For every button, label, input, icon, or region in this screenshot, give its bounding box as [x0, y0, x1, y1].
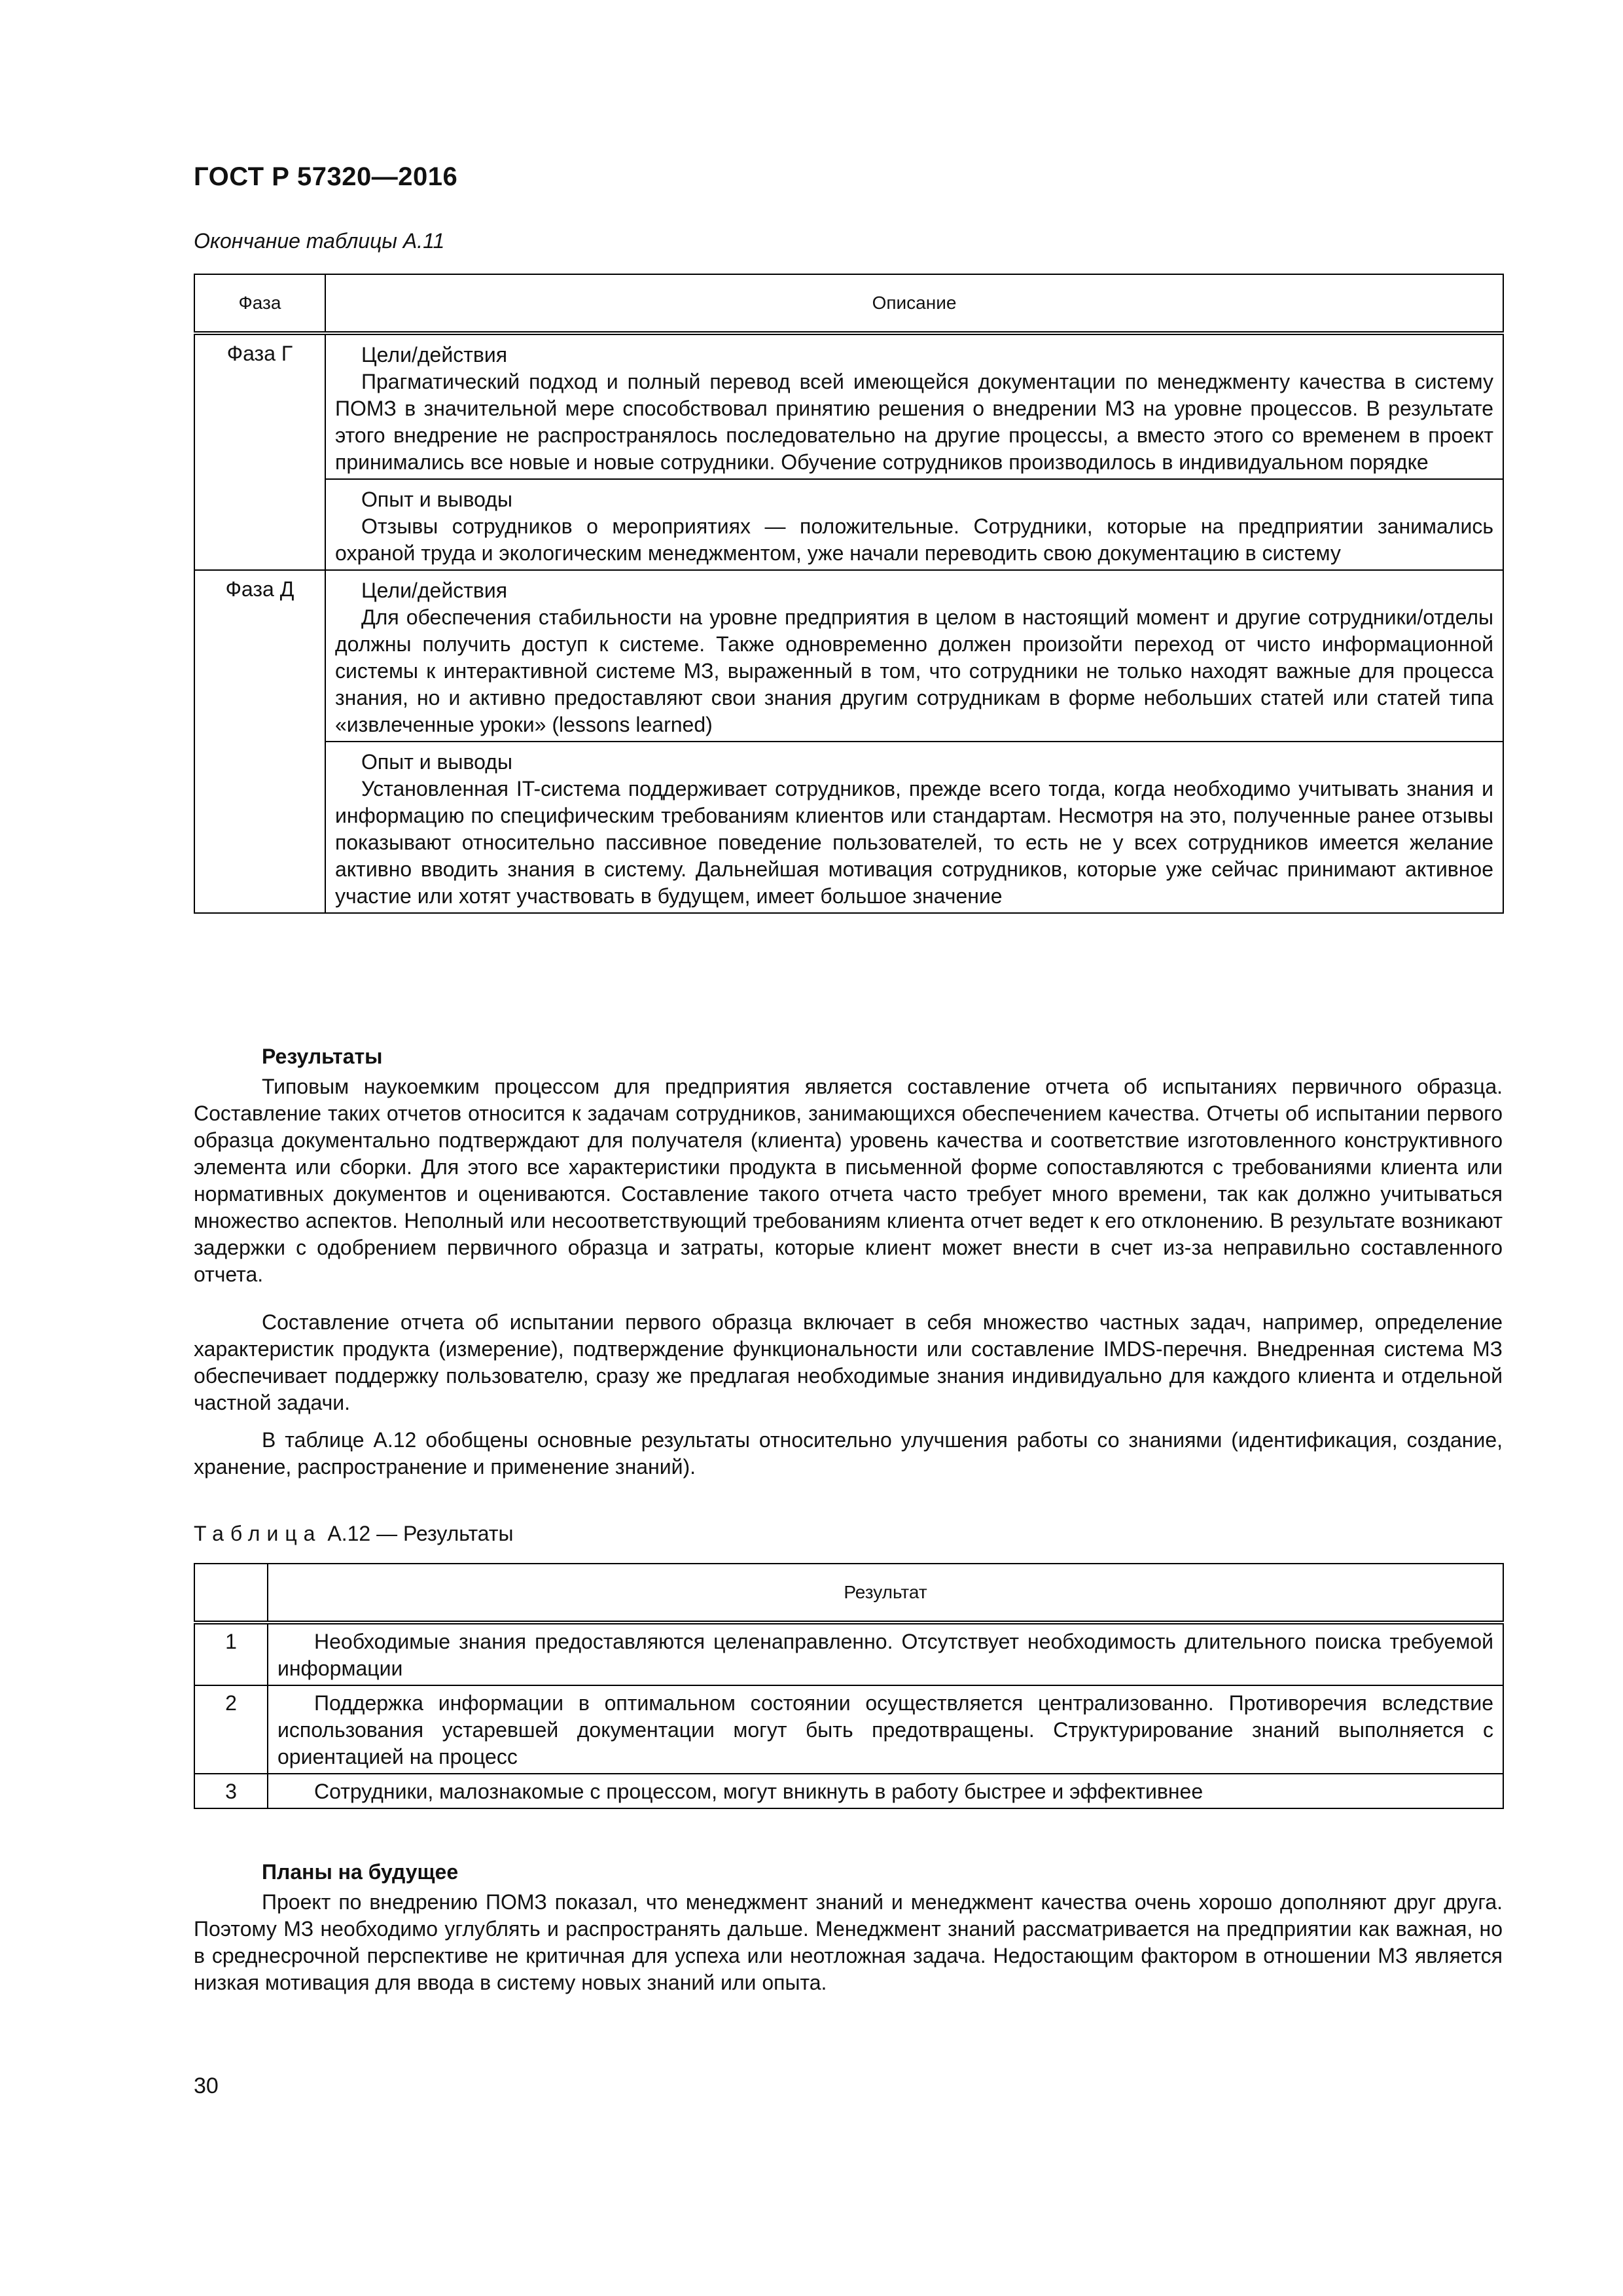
result-text: Поддержка информации в оптимальном состоянии осуществляется централизованно. Противоречия вследствие использования устаревшей документации могут быть предотвращены. Структурирование знаний выполняется с ориентацией на процесс	[277, 1691, 1493, 1768]
result-cell	[268, 1623, 1503, 1685]
result-text: Необходимые знания предоставляются целенаправленно. Отсутствует необходимость длительного поиска требуемой информации	[277, 1630, 1493, 1680]
results-heading: Результаты	[262, 1045, 383, 1068]
table-header-row	[194, 274, 1503, 333]
column-header-number	[194, 1564, 268, 1623]
results-paragraph-1: Типовым наукоемким процессом для предприятия является составление отчета об испытаниях первичного образца. Составление таких отчетов относится к задачам сотрудников, занимающихся обеспечением качества. Отчеты об испытании первого образца документально подтверждают для получателя (клиента) уровень качества и соответствие изготовленного конструктивного элемента или сборки. Для этого все характеристики продукта в письменной форме сопоставляются с требованиями клиента или нормативных документов и оцениваются. Составление такого отчета часто требует много времени, так как должно учитываться множество аспектов. Неполный или несоответствующий требованиям клиента отчет ведет к его отклонению. В результате возникают задержки с одобрением первичного образца и затраты, которые клиент может внести в счет из-за неправильно составленного отчета.	[194, 1075, 1503, 1286]
table-a12-caption	[194, 1522, 514, 1546]
table-caption-label: Таблица	[194, 1522, 322, 1545]
column-header-result: Результат	[268, 1564, 1503, 1623]
table-row	[194, 742, 1503, 913]
description-cell	[325, 742, 1503, 913]
result-text: Сотрудники, малознакомые с процессом, могут вникнуть в работу быстрее и эффективнее	[314, 1780, 1204, 1803]
result-cell	[268, 1685, 1503, 1774]
row-number: 1	[194, 1623, 268, 1685]
description-cell	[325, 479, 1503, 570]
table-row	[194, 570, 1503, 742]
description-cell	[325, 570, 1503, 742]
table-row	[194, 1685, 1503, 1774]
description-text: Прагматический подход и полный перевод всей имеющейся документации по менеджменту качества в систему ПОМЗ в значительной мере способствовал принятию решения о внедрении МЗ на уровне процессов. В результате этого внедрение не распространялось последовательно на другие процессы, а вместо этого со временем в проект принимались все новые и новые сотрудники. Обучение сотрудников производилось в индивидуальном порядке	[335, 370, 1493, 474]
results-paragraph-2: Составление отчета об испытании первого образца включает в себя множество частных задач, например, определение характеристик продукта (измерение), подтверждение функциональности или составление IMDS-перечня. Внедренная система МЗ обеспечивает поддержку пользователю, сразу же предлагая необходимые знания индивидуально для каждого клиента и отдельной частной задачи.	[194, 1310, 1503, 1414]
table-row	[194, 1774, 1503, 1808]
description-heading: Цели/действия	[361, 579, 508, 602]
future-plans-paragraph: Проект по внедрению ПОМЗ показал, что менеджмент знаний и менеджмент качества очень хорошо дополняют друг друга. Поэтому МЗ необходимо углублять и распространять дальше. Менеджмент знаний рассматривается на предприятии как важная, но в среднесрочной перспективе не критичная для успеха или неотложная задача. Недостающим фактором в отношении МЗ является низкая мотивация для ввода в систему новых знаний или опыта.	[194, 1890, 1503, 1994]
document-header-title: ГОСТ Р 57320—2016	[194, 162, 458, 191]
description-text: Для обеспечения стабильности на уровне предприятия в целом в настоящий момент и другие сотрудники/отделы должны получить доступ к системе. Также одновременно должен произойти переход от чисто информационной системы к интерактивной системе МЗ, выраженный в том, что сотрудники не только находят важные для процесса знания, но и активно предоставляют свои знания другим сотрудникам в форме небольших статей или статей типа «извлеченные уроки» (lessons learned)	[335, 605, 1493, 736]
phase-cell: Фаза Г	[194, 333, 325, 570]
results-paragraph-3: В таблице А.12 обобщены основные результаты относительно улучшения работы со знаниями (идентификация, создание, хранение, распространение и применение знаний).	[194, 1428, 1503, 1479]
table-header-row	[194, 1564, 1503, 1623]
description-heading: Опыт и выводы	[361, 750, 512, 774]
description-text: Отзывы сотрудников о мероприятиях — положительные. Сотрудники, которые на предприятии занимались охраной труда и экологическим менеджментом, уже начали переводить свою документацию в систему	[335, 514, 1493, 565]
future-plans-heading: Планы на будущее	[262, 1860, 459, 1884]
table-continuation-caption: Окончание таблицы А.11	[194, 229, 445, 253]
description-heading: Цели/действия	[361, 343, 508, 367]
phase-cell: Фаза Д	[194, 570, 325, 913]
row-number: 3	[194, 1774, 268, 1808]
row-number: 2	[194, 1685, 268, 1774]
page-number: 30	[194, 2073, 219, 2098]
result-cell	[268, 1774, 1503, 1808]
table-row	[194, 479, 1503, 570]
description-cell	[325, 333, 1503, 479]
column-header-phase: Фаза	[194, 274, 325, 333]
table-caption-title: А.12 — Результаты	[321, 1522, 514, 1545]
table-row	[194, 1623, 1503, 1685]
table-a11	[194, 274, 1504, 914]
column-header-description: Описание	[325, 274, 1503, 333]
table-row	[194, 333, 1503, 479]
table-a12	[194, 1563, 1504, 1809]
description-heading: Опыт и выводы	[361, 488, 512, 511]
description-text: Установленная IT-система поддерживает сотрудников, прежде всего тогда, когда необходимо учитывать знания и информацию по специфическим требованиям клиентов или стандартам. Несмотря на это, полученные ранее отзывы показывают относительно пассивное поведение пользователей, то есть не у всех сотрудников имеется желание активно вводить знания в систему. Дальнейшая мотивация сотрудников, которые уже сейчас принимают активное участие или хотят участвовать в будущем, имеет большое значение	[335, 777, 1493, 908]
